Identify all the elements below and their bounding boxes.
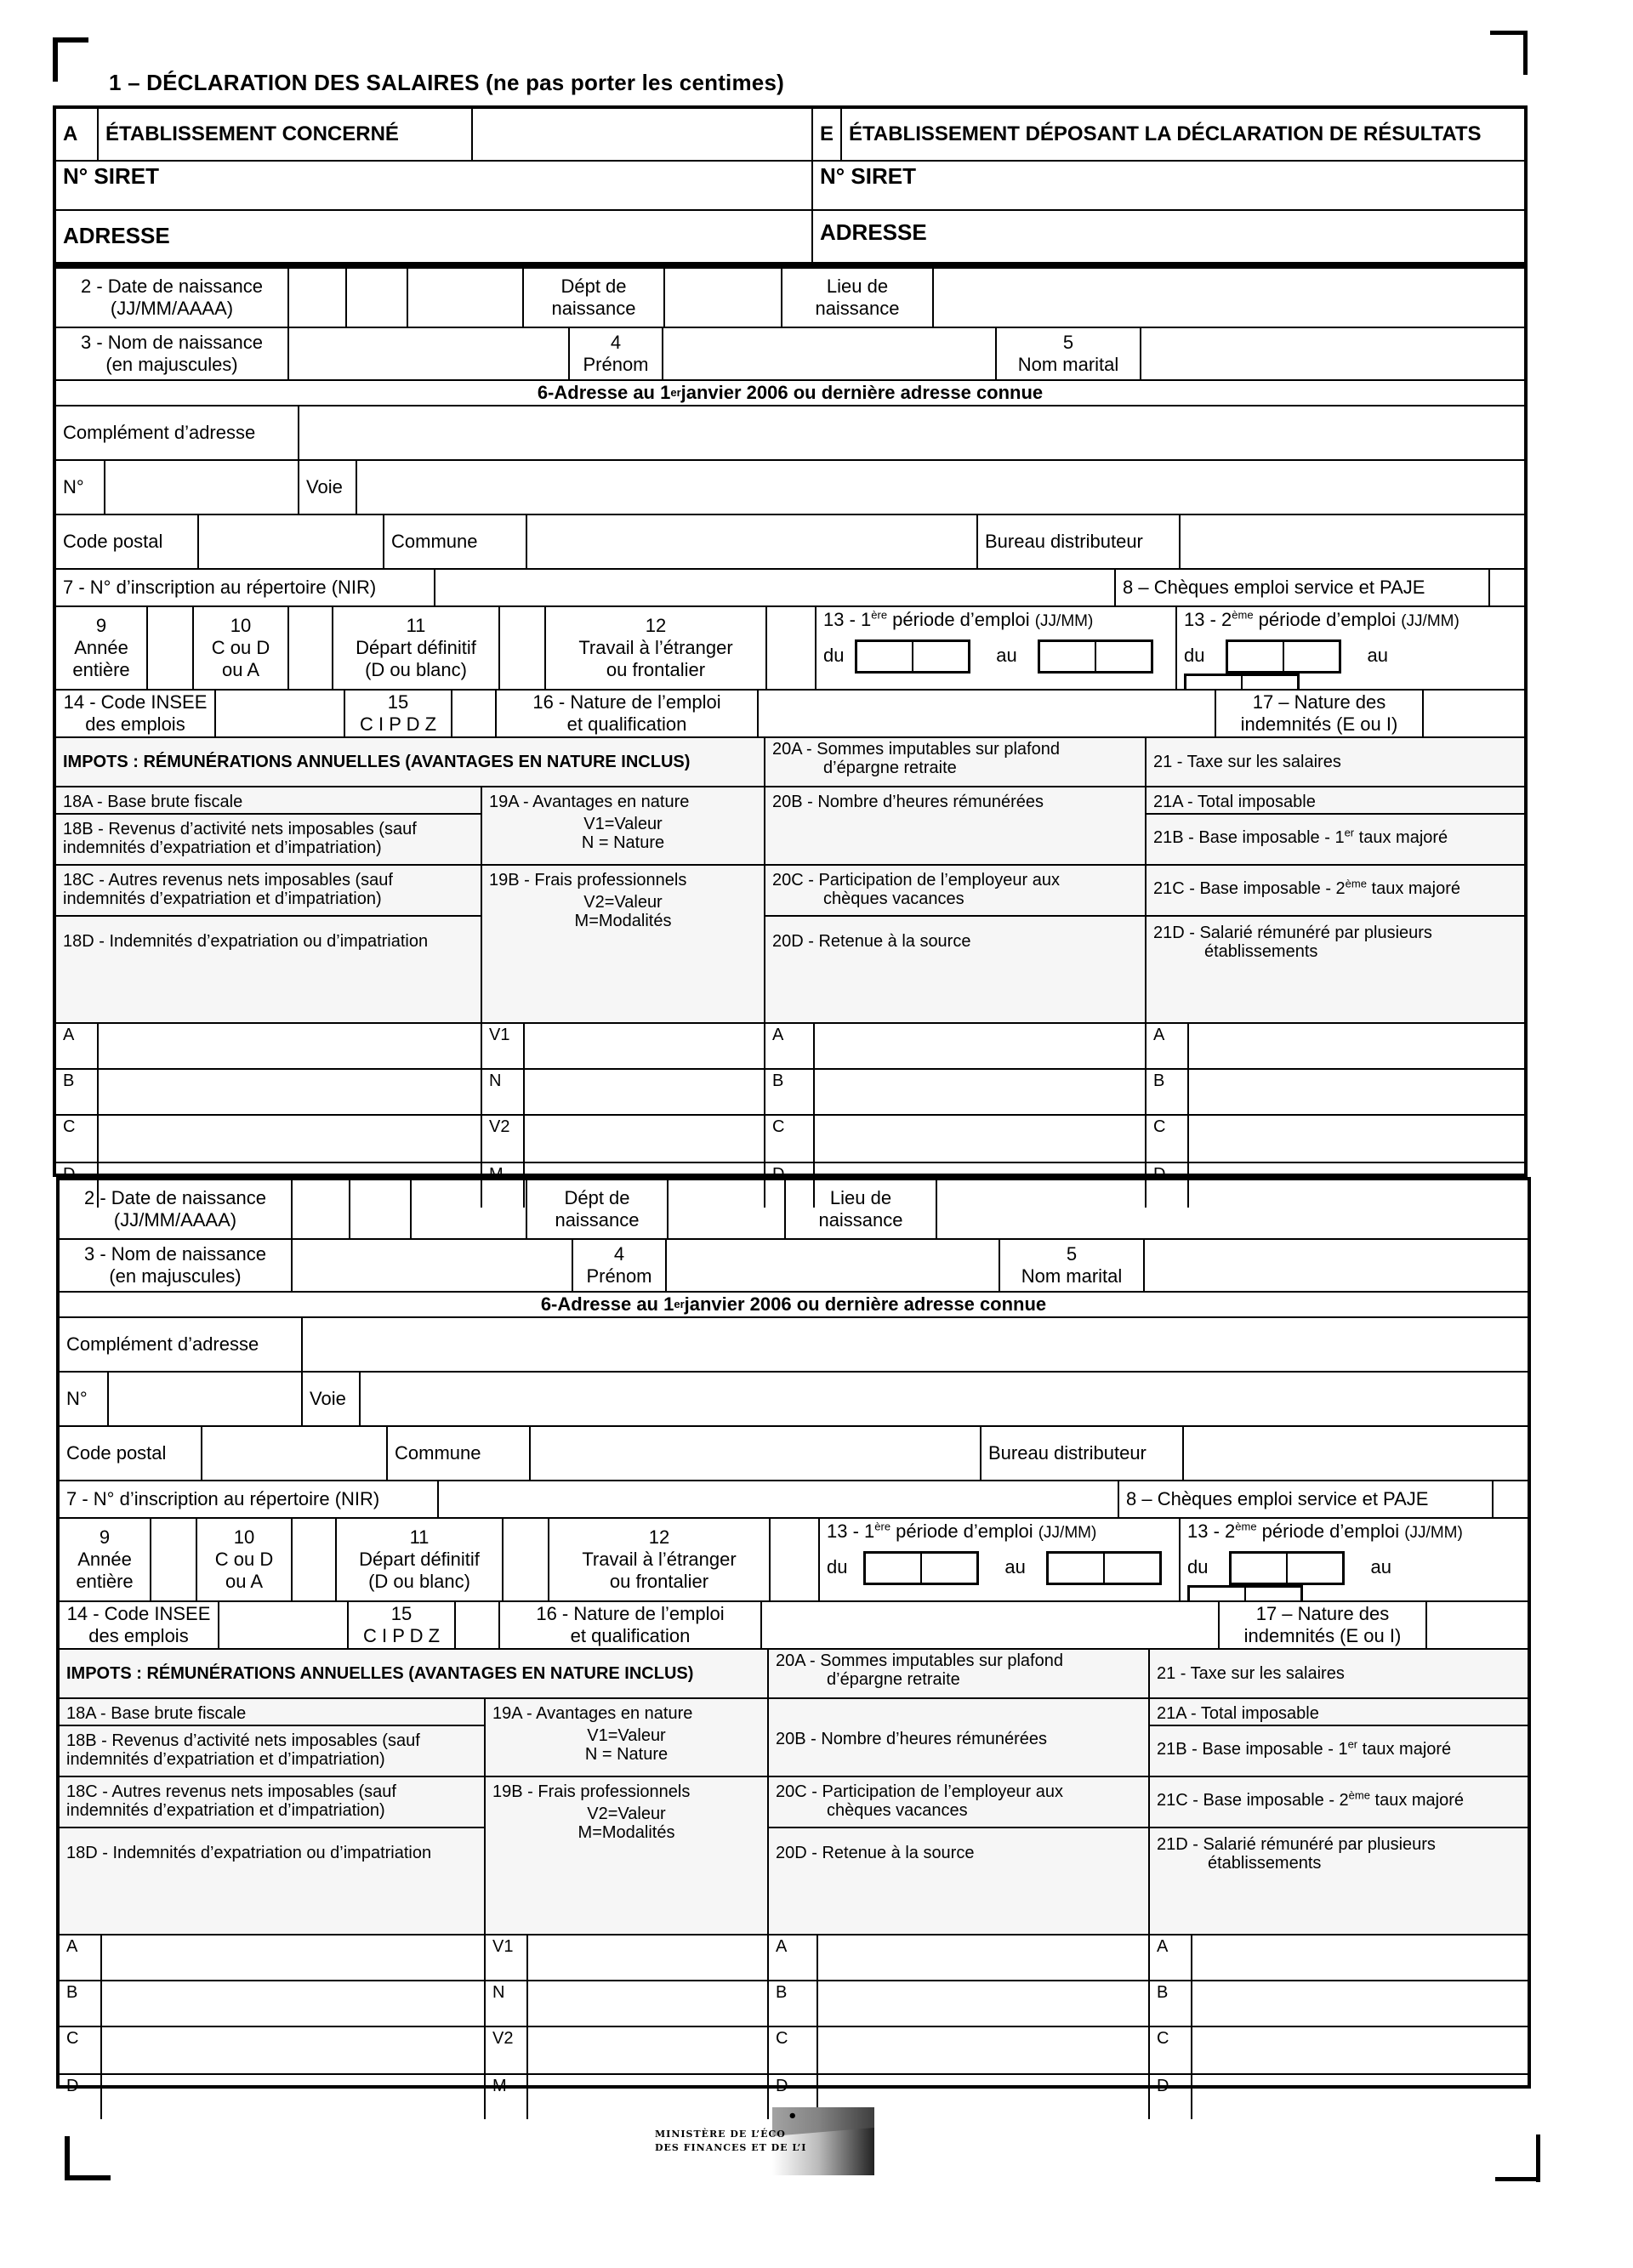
f20c-label-1: 20C - Participation de l’employeur aux chèques vacances <box>765 866 1145 917</box>
f15-label-1: 15 C I P D Z <box>345 691 452 736</box>
nom-label-2: 3 - Nom de naissance (en majuscules) <box>60 1240 293 1291</box>
row-c-label-21-2: C <box>1150 2027 1192 2073</box>
voie-field-1[interactable] <box>357 461 1524 514</box>
f18-c-field-1[interactable] <box>99 1116 482 1162</box>
row-a-label-1: A <box>56 1024 99 1068</box>
f20a-label-1: 20A - Sommes imputables sur plafond d’épargne retraite <box>765 738 1147 786</box>
etab-e-label: ÉTABLISSEMENT DÉPOSANT LA DÉCLARATION DE RÉSULTATS <box>849 122 1482 145</box>
f18a-label-2: 18A - Base brute fiscale <box>60 1699 484 1726</box>
f18-c-field-2[interactable] <box>102 2027 486 2073</box>
f20-c-field-1[interactable] <box>815 1116 1147 1162</box>
f18a-label-1: 18A - Base brute fiscale <box>56 787 481 815</box>
address-heading-1: 6-Adresse au 1 er janvier 2006 ou dernière adresse connue <box>537 382 1044 403</box>
dob-day-1[interactable] <box>289 269 347 327</box>
row-d-label-20-2: D <box>769 2075 818 2119</box>
f19a-label-2: 19A - Avantages en nature V1=Valeur N = Nature <box>486 1699 767 1777</box>
complement-field-2[interactable] <box>303 1318 1528 1371</box>
f20c-label-2: 20C - Participation de l’employeur aux chèques vacances <box>769 1777 1148 1828</box>
lieu-label-1: Lieu de naissance <box>782 269 934 327</box>
crop-mark-bottom-right-v <box>1536 2134 1540 2182</box>
cheques-label-2: 8 – Chèques emploi service et PAJE <box>1119 1481 1494 1517</box>
f9-field-1[interactable] <box>148 607 194 689</box>
nir-field-2[interactable] <box>439 1481 1119 1517</box>
period1-end-box-1[interactable] <box>1038 639 1153 674</box>
siret-field-a[interactable] <box>56 162 813 209</box>
insee-label-2: 14 - Code INSEE des emplois <box>60 1602 219 1648</box>
marital-field-2[interactable] <box>1145 1240 1528 1291</box>
period1-label-2: 13 - 1ère période d’emploi (JJ/MM) <box>827 1520 1097 1542</box>
f19-v1-field-2[interactable] <box>528 1935 769 1980</box>
f21d-label-1: 21D - Salarié rémunéré par plusieurs établissements <box>1153 924 1432 961</box>
f11-label-2: 11 Départ définitif (D ou blanc) <box>337 1519 504 1600</box>
bureau-field-1[interactable] <box>1181 515 1524 568</box>
f9-label-2: 9 Année entière <box>60 1519 151 1600</box>
f20-a-field-1[interactable] <box>815 1024 1147 1068</box>
dob-year-1[interactable] <box>408 269 524 327</box>
commune-label-2: Commune <box>388 1427 531 1480</box>
f21-d-field-2[interactable] <box>1192 2075 1528 2119</box>
period2-end-box-2[interactable] <box>1187 1585 1303 1600</box>
period2-2: 13 - 2ème période d’emploi (JJ/MM) du au <box>1181 1519 1528 1600</box>
f11-label-1: 11 Départ définitif (D ou blanc) <box>333 607 500 689</box>
siret-label-e: N° SIRET <box>820 163 916 189</box>
ministry-logo <box>645 2102 874 2175</box>
row-a-label-21-1: A <box>1147 1024 1189 1068</box>
cheques-field-2[interactable] <box>1494 1481 1528 1517</box>
row-v2-label-1: V2 <box>482 1116 525 1162</box>
lieu-label-2: Lieu de naissance <box>786 1180 937 1238</box>
row-b-label-20-2: B <box>769 1981 818 2026</box>
nom-field-1[interactable] <box>289 328 570 379</box>
crop-mark-bottom-right-h <box>1495 2177 1540 2181</box>
marital-field-1[interactable] <box>1141 328 1524 379</box>
period1-2: 13 - 1ère période d’emploi (JJ/MM) du au <box>820 1519 1181 1600</box>
row-a-label-20-1: A <box>765 1024 815 1068</box>
dept-field-1[interactable] <box>665 269 782 327</box>
row-b-label-21-2: B <box>1150 1981 1192 2026</box>
f21d-label-2: 21D - Salarié rémunéré par plusieurs établissements <box>1157 1835 1436 1873</box>
row-v1-label-2: V1 <box>486 1935 528 1980</box>
f21-label-2: 21 - Taxe sur les salaires <box>1157 1664 1345 1683</box>
adresse-label-a: ADRESSE <box>63 223 170 248</box>
f20a-label-2: 20A - Sommes imputables sur plafond d’épargne retraite <box>769 1650 1150 1697</box>
f12-field-1[interactable] <box>767 607 816 689</box>
complement-field-1[interactable] <box>299 406 1524 459</box>
f11-field-2[interactable] <box>504 1519 549 1600</box>
f19-v1-field-1[interactable] <box>525 1024 765 1068</box>
f12-field-2[interactable] <box>771 1519 820 1600</box>
f18-b-field-2[interactable] <box>102 1981 486 2026</box>
f20-b-field-1[interactable] <box>815 1070 1147 1114</box>
f17-field-1[interactable] <box>1424 691 1524 736</box>
row-a-label-2: A <box>60 1935 102 1980</box>
f15-label-2: 15 C I P D Z <box>349 1602 456 1648</box>
svg-text:•: • <box>788 2107 798 2125</box>
cheques-label-1: 8 – Chèques emploi service et PAJE <box>1116 570 1490 605</box>
period1-start-box-2[interactable] <box>863 1551 979 1585</box>
f21-a-field-2[interactable] <box>1192 1935 1528 1980</box>
f18c-label-2: 18C - Autres revenus nets imposables (sauf indemnités d’expatriation et d’impatriation) <box>60 1777 484 1828</box>
nom-label-1: 3 - Nom de naissance (en majuscules) <box>56 328 289 379</box>
adresse-field-e[interactable] <box>813 211 1524 262</box>
f9-label-1: 9 Année entière <box>56 607 148 689</box>
f19-v2-field-2[interactable] <box>528 2027 769 2073</box>
f20-c-field-2[interactable] <box>818 2027 1150 2073</box>
crop-mark-top-right-h <box>1490 31 1528 35</box>
f18b-label-2: 18B - Revenus d’activité nets imposables (sauf indemnités d’expatriation et d’impatriation) <box>60 1726 484 1777</box>
prenom-field-1[interactable] <box>663 328 997 379</box>
f21-a-field-1[interactable] <box>1189 1024 1524 1068</box>
row-d-label-20-1: D <box>765 1163 815 1208</box>
row-b-label-20-1: B <box>765 1070 815 1114</box>
commune-label-1: Commune <box>384 515 527 568</box>
siret-field-e[interactable] <box>813 162 1524 209</box>
f18-d-field-2[interactable] <box>102 2075 486 2119</box>
f18c-label-1: 18C - Autres revenus nets imposables (sauf indemnités d’expatriation et d’impatriation) <box>56 866 481 917</box>
f21-b-field-2[interactable] <box>1192 1981 1528 2026</box>
row-n-label-2: N <box>486 1981 528 2026</box>
nom-field-2[interactable] <box>293 1240 573 1291</box>
crop-mark-top-right-v <box>1523 31 1528 75</box>
f21-c-field-1[interactable] <box>1189 1116 1524 1162</box>
prenom-field-2[interactable] <box>667 1240 1000 1291</box>
lieu-field-2[interactable] <box>937 1180 1528 1238</box>
dept-label-1: Dépt de naissance <box>524 269 665 327</box>
complement-label-2: Complément d’adresse <box>60 1318 303 1371</box>
etab-e-letter: E <box>813 109 842 160</box>
adresse-label-e: ADRESSE <box>820 219 927 245</box>
f20-b-field-2[interactable] <box>818 1981 1150 2026</box>
f10-label-2: 10 C ou D ou A <box>197 1519 293 1600</box>
bureau-label-1: Bureau distributeur <box>978 515 1181 568</box>
marital-label-2: 5 Nom marital <box>1000 1240 1145 1291</box>
etab-a-label: ÉTABLISSEMENT CONCERNÉ <box>99 109 473 160</box>
f21c-label-2: 21C - Base imposable - 2ème taux majoré <box>1150 1777 1528 1828</box>
f16-label-2: 16 - Nature de l’emploi et qualification <box>500 1602 762 1648</box>
period2-start-box-2[interactable] <box>1229 1551 1345 1585</box>
period1-label-1: 13 - 1ère période d’emploi (JJ/MM) <box>823 608 1094 630</box>
f18-a-field-2[interactable] <box>102 1935 486 1980</box>
f16-field-2[interactable] <box>762 1602 1220 1648</box>
row-d-label-21-2: D <box>1150 2075 1192 2119</box>
f15-field-1[interactable] <box>452 691 497 736</box>
f19a-label-1: 19A - Avantages en nature V1=Valeur N = Nature <box>482 787 764 866</box>
f11-field-1[interactable] <box>500 607 546 689</box>
f21-c-field-2[interactable] <box>1192 2027 1528 2073</box>
f20b-label-2: 20B - Nombre d’heures rémunérées <box>769 1699 1148 1777</box>
etab-a-field[interactable] <box>473 109 813 160</box>
commune-field-1[interactable] <box>527 515 978 568</box>
f19-v2-field-1[interactable] <box>525 1116 765 1162</box>
insee-label-1: 14 - Code INSEE des emplois <box>56 691 216 736</box>
f10-field-2[interactable] <box>293 1519 337 1600</box>
voie-label-1: Voie <box>299 461 357 514</box>
f18b-label-1: 18B - Revenus d’activité nets imposables (sauf indemnités d’expatriation et d’impatriation) <box>56 815 481 866</box>
employee-block-1 <box>53 265 1528 1184</box>
num-field-1[interactable] <box>105 461 299 514</box>
voie-label-2: Voie <box>303 1373 361 1425</box>
f21-label-1: 21 - Taxe sur les salaires <box>1153 753 1341 771</box>
adresse-field-a[interactable] <box>56 211 813 262</box>
siret-label-a: N° SIRET <box>63 163 159 189</box>
period2-label-1: 13 - 2ème période d’emploi (JJ/MM) <box>1184 608 1459 630</box>
f20d-label-2: 20D - Retenue à la source <box>776 1844 975 1862</box>
crop-mark-top-left-h <box>53 37 88 43</box>
period2-label-2: 13 - 2ème période d’emploi (JJ/MM) <box>1187 1520 1463 1542</box>
row-d-label-1: D <box>56 1163 99 1208</box>
dob-label-1: 2 - Date de naissance (JJ/MM/AAAA) <box>56 269 289 327</box>
nir-field-1[interactable] <box>435 570 1116 605</box>
dob-year-2[interactable] <box>412 1180 527 1238</box>
f21b-label-2: 21B - Base imposable - 1er taux majoré <box>1150 1726 1528 1777</box>
row-c-label-20-1: C <box>765 1116 815 1162</box>
row-c-label-1: C <box>56 1116 99 1162</box>
crop-mark-bottom-left-h <box>65 2175 111 2180</box>
establishment-frame <box>53 105 1528 265</box>
row-n-label-1: N <box>482 1070 525 1114</box>
voie-field-2[interactable] <box>361 1373 1528 1425</box>
row-b-label-1: B <box>56 1070 99 1114</box>
cp-label-1: Code postal <box>56 515 199 568</box>
ministry-text: MINISTÈRE DE L’ÉCO DES FINANCES ET DE L’I <box>655 2129 807 2153</box>
marital-label-1: 5 Nom marital <box>997 328 1141 379</box>
dept-label-2: Dépt de naissance <box>527 1180 669 1238</box>
dob-day-2[interactable] <box>293 1180 350 1238</box>
form-title: 1 – DÉCLARATION DES SALAIRES (ne pas porter les centimes) <box>109 70 784 95</box>
f19-n-field-1[interactable] <box>525 1070 765 1114</box>
row-a-label-20-2: A <box>769 1935 818 1980</box>
employee-block-2 <box>56 1177 1531 2095</box>
bureau-field-2[interactable] <box>1184 1427 1528 1480</box>
f17-label-1: 17 – Nature des indemnités (E ou I) <box>1216 691 1424 736</box>
num-label-1: N° <box>56 461 105 514</box>
f20-a-field-2[interactable] <box>818 1935 1150 1980</box>
row-b-label-21-1: B <box>1147 1070 1189 1114</box>
f20d-label-1: 20D - Retenue à la source <box>772 932 971 951</box>
f21a-label-1: 21A - Total imposable <box>1147 787 1524 815</box>
complement-label-1: Complément d’adresse <box>56 406 299 459</box>
dept-field-2[interactable] <box>669 1180 786 1238</box>
f21a-label-2: 21A - Total imposable <box>1150 1699 1528 1726</box>
f10-field-1[interactable] <box>289 607 333 689</box>
impots-header-2: IMPOTS : RÉMUNÉRATIONS ANNUELLES (AVANTAGES EN NATURE INCLUS) <box>60 1650 769 1697</box>
address-heading-2: 6-Adresse au 1 er janvier 2006 ou dernière adresse connue <box>540 1293 1047 1315</box>
row-m-label-1: M <box>482 1163 525 1208</box>
period2-1: 13 - 2ème période d’emploi (JJ/MM) du au <box>1177 607 1524 689</box>
f20b-label-1: 20B - Nombre d’heures rémunérées <box>765 787 1145 866</box>
f12-label-1: 12 Travail à l’étranger ou frontalier <box>546 607 767 689</box>
cheques-field-1[interactable] <box>1490 570 1524 605</box>
period1-start-box-1[interactable] <box>855 639 970 674</box>
period2-start-box-1[interactable] <box>1226 639 1341 674</box>
bureau-label-2: Bureau distributeur <box>982 1427 1184 1480</box>
f18d-label-1: 18D - Indemnités d’expatriation ou d’impatriation <box>63 932 429 951</box>
lieu-field-1[interactable] <box>934 269 1524 327</box>
cp-field-1[interactable] <box>199 515 384 568</box>
dob-label-2: 2 - Date de naissance (JJ/MM/AAAA) <box>60 1180 293 1238</box>
f19b-label-2: 19B - Frais professionnels V2=Valeur M=Modalités <box>492 1782 691 1842</box>
num-label-2: N° <box>60 1373 109 1425</box>
nir-label-2: 7 - N° d’inscription au répertoire (NIR) <box>60 1481 439 1517</box>
f17-field-2[interactable] <box>1427 1602 1528 1648</box>
period1-1 <box>816 607 1177 689</box>
f19b-label-1: 19B - Frais professionnels V2=Valeur M=Modalités <box>489 871 687 930</box>
row-v2-label-2: V2 <box>486 2027 528 2073</box>
insee-field-1[interactable] <box>216 691 345 736</box>
au-label: au <box>996 644 1017 666</box>
f18-a-field-1[interactable] <box>99 1024 482 1068</box>
f12-label-2: 12 Travail à l’étranger ou frontalier <box>549 1519 771 1600</box>
f21c-label-1: 21C - Base imposable - 2ème taux majoré <box>1147 866 1524 917</box>
row-v1-label-1: V1 <box>482 1024 525 1068</box>
nir-label-1: 7 - N° d’inscription au répertoire (NIR) <box>56 570 435 605</box>
prenom-label-1: 4 Prénom <box>570 328 663 379</box>
row-c-label-21-1: C <box>1147 1116 1189 1162</box>
row-m-label-2: M <box>486 2075 528 2119</box>
f16-field-1[interactable] <box>759 691 1216 736</box>
row-c-label-2: C <box>60 2027 102 2073</box>
cp-field-2[interactable] <box>202 1427 388 1480</box>
row-c-label-20-2: C <box>769 2027 818 2073</box>
row-d-label-21-1: D <box>1147 1163 1189 1208</box>
crop-mark-bottom-left-v <box>65 2136 70 2180</box>
commune-field-2[interactable] <box>531 1427 982 1480</box>
f15-field-2[interactable] <box>456 1602 500 1648</box>
crop-mark-top-left-v <box>53 37 58 82</box>
f9-field-2[interactable] <box>151 1519 197 1600</box>
f19-n-field-2[interactable] <box>528 1981 769 2026</box>
period2-end-box-1[interactable] <box>1184 674 1300 689</box>
row-d-label-2: D <box>60 2075 102 2119</box>
f18d-label-2: 18D - Indemnités d’expatriation ou d’impatriation <box>66 1844 432 1862</box>
f16-label-1: 16 - Nature de l’emploi et qualification <box>497 691 759 736</box>
impots-header-1: IMPOTS : RÉMUNÉRATIONS ANNUELLES (AVANTAGES EN NATURE INCLUS) <box>56 738 765 786</box>
dob-month-2[interactable] <box>350 1180 412 1238</box>
insee-field-2[interactable] <box>219 1602 349 1648</box>
num-field-2[interactable] <box>109 1373 303 1425</box>
du-label: du <box>823 644 845 666</box>
period1-end-box-2[interactable] <box>1046 1551 1162 1585</box>
f21b-label-1: 21B - Base imposable - 1er taux majoré <box>1147 815 1524 866</box>
prenom-label-2: 4 Prénom <box>573 1240 667 1291</box>
row-b-label-2: B <box>60 1981 102 2026</box>
dob-month-1[interactable] <box>347 269 408 327</box>
f18-b-field-1[interactable] <box>99 1070 482 1114</box>
cp-label-2: Code postal <box>60 1427 202 1480</box>
row-a-label-21-2: A <box>1150 1935 1192 1980</box>
f17-label-2: 17 – Nature des indemnités (E ou I) <box>1220 1602 1427 1648</box>
f21-b-field-1[interactable] <box>1189 1070 1524 1114</box>
f10-label-1: 10 C ou D ou A <box>194 607 289 689</box>
etab-a-letter: A <box>56 109 99 160</box>
